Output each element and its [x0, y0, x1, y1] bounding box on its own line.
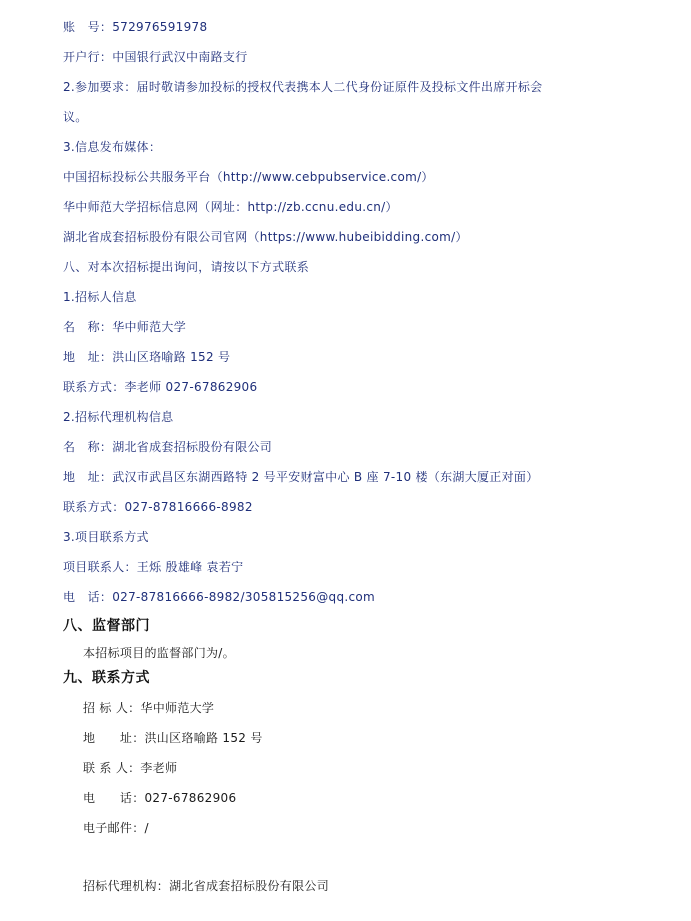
supervision-text: 本招标项目的监督部门为/。 — [83, 646, 235, 660]
media-link-cebpubservice: 中国招标投标公共服务平台（http://www.cebpubservice.com/） — [63, 170, 434, 184]
project-contact-phone: 电 话：027-87816666-8982/305815256@qq.com — [63, 590, 376, 604]
purchaser-contact: 联系方式：李老师 027-67862906 — [63, 380, 258, 394]
contact-person: 联 系 人：李老师 — [83, 761, 178, 775]
purchaser-info-title: 1.招标人信息 — [63, 290, 137, 304]
agency-contact: 联系方式：027-87816666-8982 — [63, 500, 253, 514]
purchaser-address: 地 址：洪山区珞喻路 152 号 — [63, 350, 231, 364]
contact-agency: 招标代理机构：湖北省成套招标股份有限公司 — [83, 879, 330, 893]
project-contact-title: 3.项目联系方式 — [63, 530, 149, 544]
inquiry-section-title: 八、对本次招标提出询问，请按以下方式联系 — [63, 260, 310, 274]
media-link-hubeibidding: 湖北省成套招标股份有限公司官网（https://www.hubeibidding.com/） — [63, 230, 468, 244]
media-title: 3.信息发布媒体： — [63, 140, 162, 154]
contact-address: 地 址：洪山区珞喻路 152 号 — [83, 731, 263, 745]
purchaser-name: 名 称：华中师范大学 — [63, 320, 187, 334]
agency-name: 名 称：湖北省成套招标股份有限公司 — [63, 440, 273, 454]
account-line: 账 号：572976591978 — [63, 20, 208, 34]
supervision-heading: 八、监督部门 — [63, 618, 150, 634]
project-contact-people: 项目联系人：王烁 殷雄峰 袁若宁 — [63, 560, 244, 574]
agency-info-title: 2.招标代理机构信息 — [63, 410, 174, 424]
bank-line: 开户行：中国银行武汉中南路支行 — [63, 50, 248, 64]
contact-email: 电子邮件：/ — [83, 821, 149, 835]
requirement-line-1: 2.参加要求：届时敬请参加投标的授权代表携本人二代身份证原件及投标文件出席开标会 — [63, 80, 543, 94]
agency-address: 地 址：武汉市武昌区东湖西路特 2 号平安财富中心 B 座 7-10 楼（东湖大厦正对面） — [63, 470, 539, 484]
contact-purchaser: 招 标 人：华中师范大学 — [83, 701, 215, 715]
contact-heading: 九、联系方式 — [63, 670, 150, 686]
requirement-line-2: 议。 — [63, 110, 88, 124]
contact-phone: 电 话：027-67862906 — [83, 791, 237, 805]
media-link-ccnu: 华中师范大学招标信息网（网址：http://zb.ccnu.edu.cn/） — [63, 200, 398, 214]
